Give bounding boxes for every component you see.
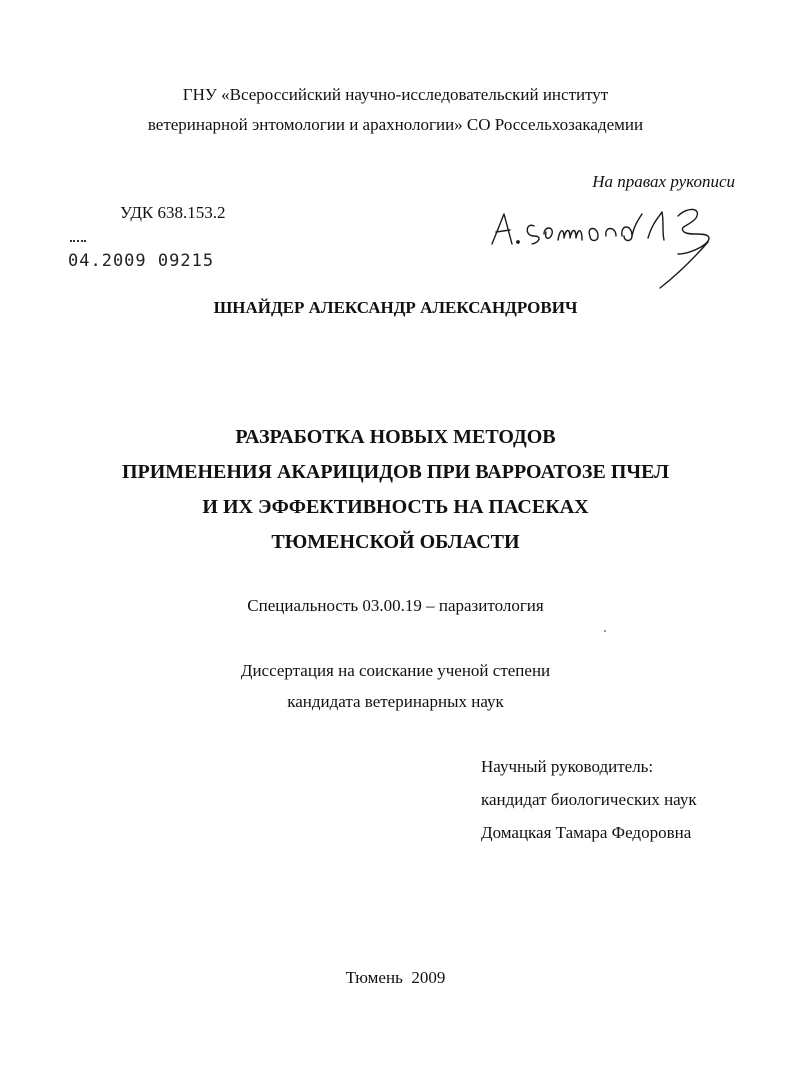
- registration-stamp: 04.2009 09215: [68, 251, 215, 271]
- handwritten-signature-icon: [482, 196, 732, 296]
- scan-speck: [604, 630, 606, 632]
- supervisor-block: [481, 750, 697, 849]
- manuscript-rights-note: На правах рукописи: [592, 172, 735, 191]
- title-line-2: ПРИМЕНЕНИЯ АКАРИЦИДОВ ПРИ ВАРРОАТОЗЕ ПЧЕЛ: [121, 461, 670, 483]
- institution-header: [0, 80, 791, 140]
- supervisor-degree: кандидат биологических наук: [481, 790, 697, 809]
- udc-code: УДК 638.153.2: [120, 203, 226, 222]
- institution-line-1: ГНУ «Всероссийский научно-исследовательский институт: [182, 85, 609, 104]
- dissertation-title: [0, 420, 791, 560]
- title-line-1: РАЗРАБОТКА НОВЫХ МЕТОДОВ: [235, 426, 556, 448]
- specialty-line: Специальность 03.00.19 – паразитология: [247, 596, 544, 615]
- supervisor-label: Научный руководитель:: [481, 757, 654, 776]
- title-line-3: И ИХ ЭФФЕКТИВНОСТЬ НА ПАСЕКАХ: [202, 496, 589, 518]
- degree-statement: [0, 655, 791, 717]
- stamp-mark: [70, 240, 86, 244]
- degree-line-2: кандидата ветеринарных наук: [287, 692, 504, 711]
- degree-line-1: Диссертация на соискание ученой степени: [240, 661, 551, 680]
- title-line-4: ТЮМЕНСКОЙ ОБЛАСТИ: [271, 531, 520, 553]
- author-name: ШНАЙДЕР АЛЕКСАНДР АЛЕКСАНДРОВИЧ: [213, 298, 578, 317]
- institution-line-2: ветеринарной энтомологии и арахнологии» СО Россельхозакадемии: [147, 115, 644, 134]
- supervisor-name: Домацкая Тамара Федоровна: [481, 823, 692, 842]
- city-year: Тюмень 2009: [345, 968, 446, 987]
